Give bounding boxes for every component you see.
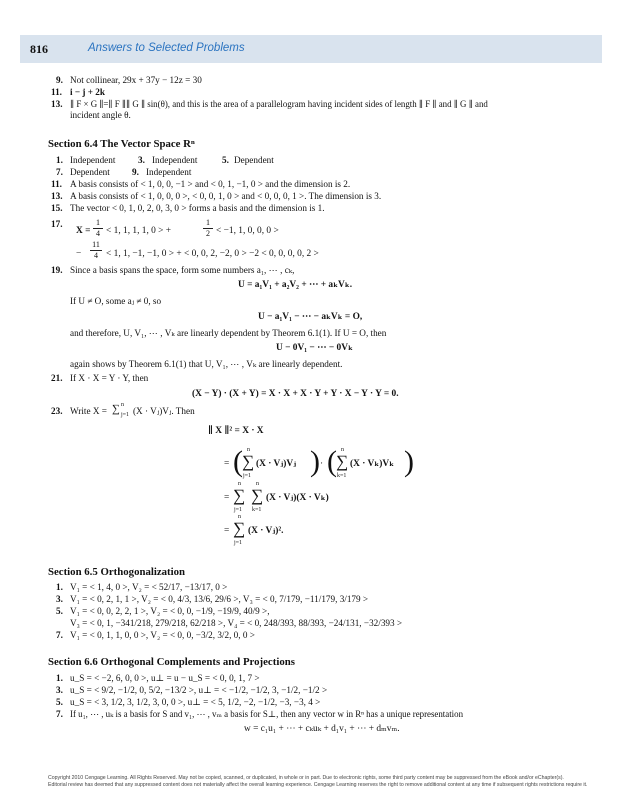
answer-text: If U ≠ O, some aⱼ ≠ 0, so [70,296,162,306]
sum-upper-limit: n [341,447,344,453]
display-equation: (X − Y) · (X + Y) = X · X + X · Y + Y · X − Y · Y = 0. [192,389,399,399]
answer-number: 1. [56,155,63,165]
answer-number: 5. [56,697,63,707]
answer-text: V₁ = < 0, 0, 2, 2, 1 >, V₂ = < 0, 0, −1/9, −19/9, 40/9 >, [70,606,270,616]
right-paren: ) [404,445,414,478]
sum-upper-limit: n [247,447,250,453]
equation-term: < 1, 1, 1, 1, 0 > + [106,226,172,236]
right-paren: ) [310,445,320,478]
answer-number: 3. [56,594,63,604]
answer-text: Dependent [70,167,110,177]
answer-text: incident angle θ. [70,110,131,120]
running-title: Answers to Selected Problems [88,42,245,54]
answer-number: 9. [56,75,63,85]
answer-text: V₁ = < 1, 4, 0 >, V₂ = < 52/17, −13/17, 0 > [70,582,228,592]
equation-lhs: X = [76,226,91,236]
answer-text: Since a basis spans the space, form some numbers a₁, ⋯ , cₖ, [70,265,295,275]
answer-text: V₁ = < 0, 2, 1, 1 >, V₂ = < 0, 4/3, 13/6, 29/6 >, V₃ = < 0, 7/179, −11/179, 3/179 > [70,594,369,604]
answer-text: ∥ F × G ∥=∥ F ∥∥ G ∥ sin(θ), and this is the area of a parallelogram having incident sides of length ∥ F ∥ and ∥ G ∥ and [70,99,488,109]
answer-number: 5. [56,606,63,616]
answer-number: 17. [51,219,63,229]
answer-text: u_S = < 9/2, −1/2, 0, 5/2, −13/2 >, u⊥ = < −1/2, −1/2, 3, −1/2, −1/2 > [70,685,328,695]
section-heading: Section 6.4 The Vector Space Rⁿ [48,138,195,150]
answer-text: Dependent [234,155,274,165]
fraction-denominator: 4 [94,251,98,260]
sum-upper-limit: n [256,481,259,487]
sum-upper-limit: n [238,481,241,487]
answer-number: 23. [51,406,63,416]
copyright-line: Editorial review has deemed that any suppressed content does not materially affect the overall learning experience. Cengage Learning reserves the right to remove additional content at any time if subsequent rights restrictions require it. [48,782,588,788]
answer-number: 7. [56,709,63,719]
answer-text: Independent [146,167,192,177]
fraction-denominator: 2 [206,229,210,238]
copyright-line: Copyright 2010 Cengage Learning. All Rights Reserved. May not be copied, scanned, or duplicated, in whole or in part. Due to electronic rights, some third party content may be suppressed from the eBook and/or eChapter(s). [48,775,564,781]
answer-text: (X · Vⱼ)Vⱼ. Then [133,406,195,416]
equation-term: < 1, 1, −1, −1, 0 > + < 0, 0, 2, −2, 0 > −2 < 0, 0, 0, 0, 2 > [106,249,319,259]
left-paren: ( [327,445,337,478]
display-equation: U − a₁V₁ − ⋯ − aₖVₖ = O, [258,312,363,322]
sum-lower-limit: j=1 [121,412,130,418]
display-equation: w = c₁u₁ + ⋯ + cₖuₖ + d₁v₁ + ⋯ + dₘvₘ. [244,724,400,734]
sum-lower-limit: j=1 [243,473,252,479]
equation-operator: − [76,249,82,259]
answer-number: 11. [51,87,62,97]
answer-text: Independent [70,155,116,165]
answer-number: 7. [56,167,63,177]
display-equation: ∥ X ∥² = X · X [208,426,264,436]
sum-term: (X · Vₖ)Vₖ [350,459,395,469]
sum-upper-limit: n [121,402,124,408]
answer-text: again shows by Theorem 6.1(1) that U, V₁, ⋯ , Vₖ are linearly dependent. [70,359,343,369]
sum-symbol: ∑ [336,452,349,471]
sum-symbol: ∑ [242,452,255,471]
section-heading: Section 6.5 Orthogonalization [48,566,186,578]
page-number: 816 [30,42,48,56]
answer-number: 15. [51,203,63,213]
answer-text: A basis consists of < 1, 0, 0, 0 >, < 0, 0, 1, 0 > and < 0, 0, 0, 1 >. The dimension is 3. [70,191,382,201]
answer-number: 3. [56,685,63,695]
sum-term: (X · Vⱼ)Vⱼ [256,459,297,469]
answer-text: If X · X = Y · Y, then [70,373,149,383]
answer-number: 7. [56,630,63,640]
answer-number: 1. [56,582,63,592]
sum-lower-limit: k=1 [337,473,347,479]
sum-term: (X · Vⱼ)(X · Vₖ) [266,493,329,503]
section-heading: Section 6.6 Orthogonal Complements and Projections [48,656,295,668]
sum-lower-limit: k=1 [252,507,262,513]
answer-text: Not collinear, 29x + 37y − 12z = 30 [70,75,202,85]
fraction-denominator: 4 [96,229,100,238]
sum-symbol: ∑ [112,403,120,415]
display-equation: U = a₁V₁ + a₂V₂ + ⋯ + aₖVₖ. [238,280,353,290]
equals-sign: = [224,493,230,503]
answer-text: u_S = < −2, 6, 0, 0 >, u⊥ = u − u_S = < 0, 0, 1, 7 > [70,673,260,683]
answer-text: V₁ = < 0, 1, 1, 0, 0 >, V₂ = < 0, 0, −3/2, 3/2, 0, 0 > [70,630,255,640]
answer-text: A basis consists of < 1, 0, 0, −1 > and < 0, 1, −1, 0 > and the dimension is 2. [70,179,351,189]
display-equation: U − 0V₁ − ⋯ − 0Vₖ [276,343,353,353]
answer-text: V₃ = < 0, 1, −341/218, 279/218, 62/218 >, V₄ = < 0, 248/393, 88/393, −24/131, −32/393 > [70,618,403,628]
answer-number: 11. [51,179,62,189]
equals-sign: = [224,526,230,536]
answer-number: 13. [51,191,63,201]
answer-number: 13. [51,99,63,109]
answer-text: i − j + 2k [70,87,105,97]
answer-text: Write X = [70,406,107,416]
equation-term: < −1, 1, 0, 0, 0 > [216,226,279,236]
answer-number: 3. [138,155,145,165]
answer-number: 5. [222,155,229,165]
answer-number: 9. [132,167,139,177]
fraction-numerator: 1 [206,218,210,227]
sum-lower-limit: j=1 [234,507,243,513]
answer-text: Independent [152,155,198,165]
answer-text: The vector < 0, 1, 0, 2, 0, 3, 0 > forms a basis and the dimension is 1. [70,203,325,213]
dot-operator: · [320,459,324,469]
answer-number: 21. [51,373,63,383]
sum-symbol: ∑ [251,486,264,505]
sum-lower-limit: j=1 [234,540,243,546]
sum-upper-limit: n [238,514,241,520]
sum-symbol: ∑ [233,519,246,538]
sum-term: (X · Vⱼ)². [248,526,284,536]
sum-symbol: ∑ [233,486,246,505]
answer-number: 1. [56,673,63,683]
equals-sign: = [224,459,230,469]
answer-text: If u₁, ⋯ , uₖ is a basis for S and v₁, ⋯ , vₘ a basis for S⊥, then any vector w in Rⁿ has a unique representation [70,709,464,719]
fraction-numerator: 1 [96,218,100,227]
answer-text: u_S = < 3, 1/2, 3, 1/2, 3, 0, 0 >, u⊥ = < 5, 1/2, −2, −1/2, −3, −3, 4 > [70,697,321,707]
answer-text: and therefore, U, V₁, ⋯ , Vₖ are linearly dependent by Theorem 6.1(1). If U = O, then [70,328,387,338]
answer-number: 19. [51,265,63,275]
fraction-numerator: 11 [92,240,100,249]
left-paren: ( [233,445,243,478]
